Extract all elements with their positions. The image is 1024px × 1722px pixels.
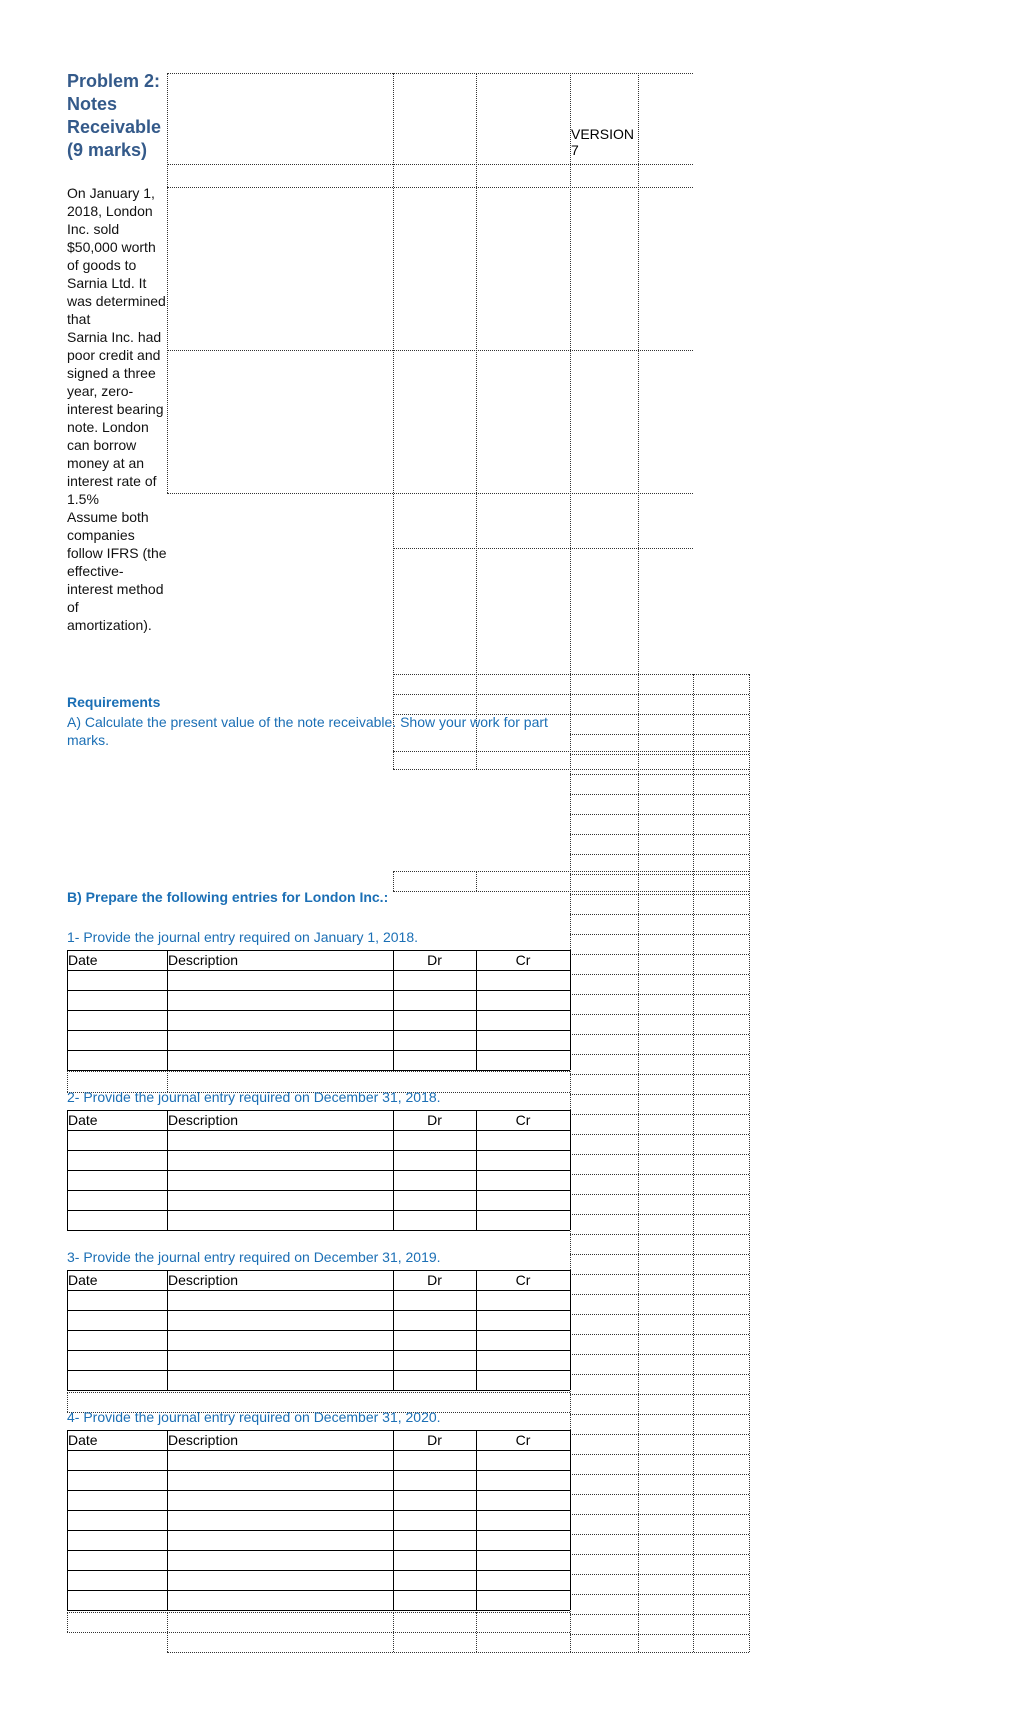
gridline [167, 1652, 749, 1653]
gridline [393, 871, 749, 872]
gridline [570, 1594, 749, 1595]
gridline [167, 73, 168, 493]
gridline [570, 954, 749, 955]
debit-cell[interactable] [394, 1511, 475, 1529]
date-cell[interactable] [68, 1131, 166, 1149]
debit-column-header: Dr [427, 1432, 442, 1448]
description-cell[interactable] [168, 1211, 392, 1229]
credit-cell[interactable] [477, 1571, 569, 1589]
date-cell[interactable] [68, 1051, 166, 1069]
description-cell[interactable] [168, 1571, 392, 1589]
date-cell[interactable] [68, 971, 166, 989]
gridline [570, 1054, 749, 1055]
gridline [570, 1034, 749, 1035]
credit-cell[interactable] [477, 1511, 569, 1529]
credit-cell[interactable] [477, 1191, 569, 1209]
credit-cell[interactable] [477, 1311, 569, 1329]
date-cell[interactable] [68, 1491, 166, 1509]
description-cell[interactable] [168, 1371, 392, 1389]
gridline [393, 73, 394, 769]
gridline [749, 674, 750, 1652]
date-cell[interactable] [68, 1031, 166, 1049]
description-cell[interactable] [168, 1491, 392, 1509]
description-cell[interactable] [168, 1471, 392, 1489]
debit-cell[interactable] [394, 1051, 475, 1069]
description-cell[interactable] [168, 1451, 392, 1469]
gridline [638, 73, 693, 74]
debit-cell[interactable] [394, 1311, 475, 1329]
gridline [570, 1214, 749, 1215]
description-column-header: Description [168, 1432, 239, 1448]
version-label: VERSION 7 [571, 126, 635, 158]
gridline [570, 1434, 749, 1435]
description-cell[interactable] [168, 1131, 392, 1149]
gridline [570, 1354, 749, 1355]
date-cell[interactable] [68, 1511, 166, 1529]
debit-cell[interactable] [394, 1331, 475, 1349]
gridline [570, 1274, 749, 1275]
date-cell[interactable] [68, 1011, 166, 1029]
date-cell[interactable] [68, 1591, 166, 1609]
debit-cell[interactable] [394, 1591, 475, 1609]
gridline [67, 1632, 570, 1633]
date-cell[interactable] [68, 1551, 166, 1569]
debit-cell[interactable] [394, 1571, 475, 1589]
journal-entry-instruction: 4- Provide the journal entry required on December 31, 2020. [67, 1409, 441, 1425]
gridline [167, 350, 693, 351]
credit-cell[interactable] [477, 991, 569, 1009]
gridline [393, 694, 749, 695]
gridline [570, 1494, 749, 1495]
gridline [393, 674, 749, 675]
debit-cell[interactable] [394, 1491, 475, 1509]
credit-cell[interactable] [477, 1531, 569, 1549]
gridline [570, 814, 749, 815]
date-cell[interactable] [68, 1571, 166, 1589]
credit-cell[interactable] [477, 1551, 569, 1569]
debit-cell[interactable] [394, 1151, 475, 1169]
description-cell[interactable] [168, 1031, 392, 1049]
description-cell[interactable] [168, 1331, 392, 1349]
gridline [570, 734, 749, 735]
gridline [638, 73, 639, 1652]
description-cell[interactable] [168, 1171, 392, 1189]
table-line [67, 950, 570, 951]
description-cell[interactable] [168, 1351, 392, 1369]
credit-cell[interactable] [477, 1471, 569, 1489]
description-cell[interactable] [168, 1051, 392, 1069]
table-line [67, 1610, 570, 1611]
debit-cell[interactable] [394, 1551, 475, 1569]
gridline [570, 974, 749, 975]
credit-cell[interactable] [477, 1151, 569, 1169]
credit-cell[interactable] [477, 1351, 569, 1369]
table-line [67, 1110, 570, 1111]
gridline [393, 769, 749, 770]
debit-cell[interactable] [394, 991, 475, 1009]
table-line [67, 1390, 570, 1391]
credit-cell[interactable] [477, 971, 569, 989]
debit-cell[interactable] [394, 1531, 475, 1549]
credit-cell[interactable] [477, 1211, 569, 1229]
gridline [67, 1392, 570, 1393]
gridline [570, 1534, 749, 1535]
table-line [570, 1430, 571, 1610]
description-cell[interactable] [168, 1291, 392, 1309]
gridline [570, 1634, 749, 1635]
credit-column-header: Cr [515, 1432, 531, 1448]
description-cell[interactable] [168, 1511, 392, 1529]
credit-cell[interactable] [477, 1491, 569, 1509]
date-cell[interactable] [68, 1351, 166, 1369]
gridline [476, 871, 477, 891]
date-cell[interactable] [68, 1371, 166, 1389]
description-cell[interactable] [168, 1531, 392, 1549]
debit-cell[interactable] [394, 1471, 475, 1489]
debit-cell[interactable] [394, 1131, 475, 1149]
gridline [570, 1294, 749, 1295]
gridline [570, 1334, 749, 1335]
gridline [167, 187, 693, 188]
gridline [570, 1074, 749, 1075]
description-column-header: Description [168, 1272, 239, 1288]
credit-cell[interactable] [477, 1371, 569, 1389]
table-line [67, 1070, 570, 1071]
gridline [570, 1514, 749, 1515]
problem-description [67, 184, 167, 634]
date-cell[interactable] [68, 1191, 166, 1209]
description-cell[interactable] [168, 1551, 392, 1569]
date-column-header: Date [68, 952, 98, 968]
credit-cell[interactable] [477, 1131, 569, 1149]
gridline [570, 1254, 749, 1255]
gridline [393, 548, 693, 549]
gridline [570, 794, 749, 795]
gridline [570, 73, 571, 1652]
table-line [570, 1110, 571, 1230]
gridline [570, 1314, 749, 1315]
debit-column-header: Dr [427, 1112, 442, 1128]
problem-paragraph: Assume both companies follow IFRS (the effective-interest method of amortization). [67, 509, 167, 633]
journal-entry-instruction: 2- Provide the journal entry required on December 31, 2018. [67, 1089, 441, 1105]
date-cell[interactable] [68, 1471, 166, 1489]
date-cell[interactable] [68, 1331, 166, 1349]
date-cell[interactable] [68, 1451, 166, 1469]
credit-cell[interactable] [477, 1031, 569, 1049]
gridline [570, 1234, 749, 1235]
gridline [570, 834, 749, 835]
gridline [570, 1134, 749, 1135]
gridline [570, 934, 749, 935]
debit-cell[interactable] [394, 1351, 475, 1369]
gridline [167, 493, 693, 494]
gridline [693, 674, 694, 1652]
journal-entry-instruction: 3- Provide the journal entry required on December 31, 2019. [67, 1249, 441, 1265]
credit-column-header: Cr [515, 1272, 531, 1288]
gridline [570, 1394, 749, 1395]
credit-cell[interactable] [477, 1171, 569, 1189]
gridline [570, 1154, 749, 1155]
table-line [570, 1270, 571, 1390]
description-cell[interactable] [168, 1591, 392, 1609]
gridline [570, 1114, 749, 1115]
credit-cell[interactable] [477, 1011, 569, 1029]
debit-cell[interactable] [394, 971, 475, 989]
gridline [67, 1612, 570, 1613]
credit-cell[interactable] [477, 1591, 569, 1609]
gridline [476, 73, 477, 769]
date-cell[interactable] [68, 1211, 166, 1229]
gridline [570, 1474, 749, 1475]
credit-cell[interactable] [477, 1051, 569, 1069]
description-cell[interactable] [168, 1151, 392, 1169]
gridline [570, 754, 749, 755]
credit-column-header: Cr [515, 1112, 531, 1128]
gridline [393, 751, 749, 752]
debit-column-header: Dr [427, 1272, 442, 1288]
description-cell[interactable] [168, 1011, 392, 1029]
date-cell[interactable] [68, 1151, 166, 1169]
table-line [570, 950, 571, 1070]
gridline [570, 894, 749, 895]
gridline [570, 1014, 749, 1015]
gridline [570, 994, 749, 995]
debit-cell[interactable] [394, 1371, 475, 1389]
gridline [570, 1094, 749, 1095]
date-column-header: Date [68, 1112, 98, 1128]
gridline [167, 164, 693, 165]
debit-cell[interactable] [394, 1211, 475, 1229]
requirements-heading: Requirements [67, 694, 161, 710]
description-cell[interactable] [168, 991, 392, 1009]
journal-entry-instruction: 1- Provide the journal entry required on January 1, 2018. [67, 929, 418, 945]
date-cell[interactable] [68, 1171, 166, 1189]
date-cell[interactable] [68, 1291, 166, 1309]
debit-cell[interactable] [394, 1011, 475, 1029]
description-cell[interactable] [168, 971, 392, 989]
page-title: Problem 2: Notes Receivable (9 marks) [67, 71, 162, 160]
gridline [570, 1194, 749, 1195]
gridline [167, 73, 693, 74]
gridline [570, 854, 749, 855]
table-line [67, 1430, 570, 1431]
gridline [570, 1614, 749, 1615]
table-line [67, 1270, 570, 1271]
gridline [570, 1414, 749, 1415]
gridline [67, 1071, 570, 1072]
gridline [67, 1612, 68, 1632]
problem-paragraph: On January 1, 2018, London Inc. sold $50,000 worth of goods to Sarnia Ltd. It was determined that [67, 185, 166, 327]
description-cell[interactable] [168, 1191, 392, 1209]
date-column-header: Date [68, 1272, 98, 1288]
date-cell[interactable] [68, 1531, 166, 1549]
gridline [570, 1454, 749, 1455]
debit-cell[interactable] [394, 1031, 475, 1049]
requirement-a: A) Calculate the present value of the note receivable. Show your work for part marks. [67, 714, 548, 748]
gridline [570, 774, 749, 775]
gridline [393, 871, 394, 891]
date-column-header: Date [68, 1432, 98, 1448]
debit-cell[interactable] [394, 1291, 475, 1309]
description-column-header: Description [168, 1112, 239, 1128]
debit-cell[interactable] [394, 1451, 475, 1469]
credit-column-header: Cr [515, 952, 531, 968]
gridline [570, 1174, 749, 1175]
table-line [67, 1230, 570, 1231]
requirement-b: B) Prepare the following entries for London Inc.: [67, 889, 389, 905]
credit-cell[interactable] [477, 1291, 569, 1309]
date-cell[interactable] [68, 1311, 166, 1329]
gridline [393, 891, 749, 892]
debit-cell[interactable] [394, 1171, 475, 1189]
gridline [570, 1554, 749, 1555]
credit-cell[interactable] [477, 1331, 569, 1349]
description-column-header: Description [168, 952, 239, 968]
gridline [570, 874, 749, 875]
gridline [570, 1374, 749, 1375]
gridline [570, 1574, 749, 1575]
credit-cell[interactable] [477, 1451, 569, 1469]
debit-cell[interactable] [394, 1191, 475, 1209]
date-cell[interactable] [68, 991, 166, 1009]
description-cell[interactable] [168, 1311, 392, 1329]
problem-paragraph: Sarnia Inc. had poor credit and signed a three year, zero-interest bearing note. London can borrow money at an interest rate of 1.5% [67, 329, 164, 507]
gridline [570, 914, 749, 915]
debit-column-header: Dr [427, 952, 442, 968]
